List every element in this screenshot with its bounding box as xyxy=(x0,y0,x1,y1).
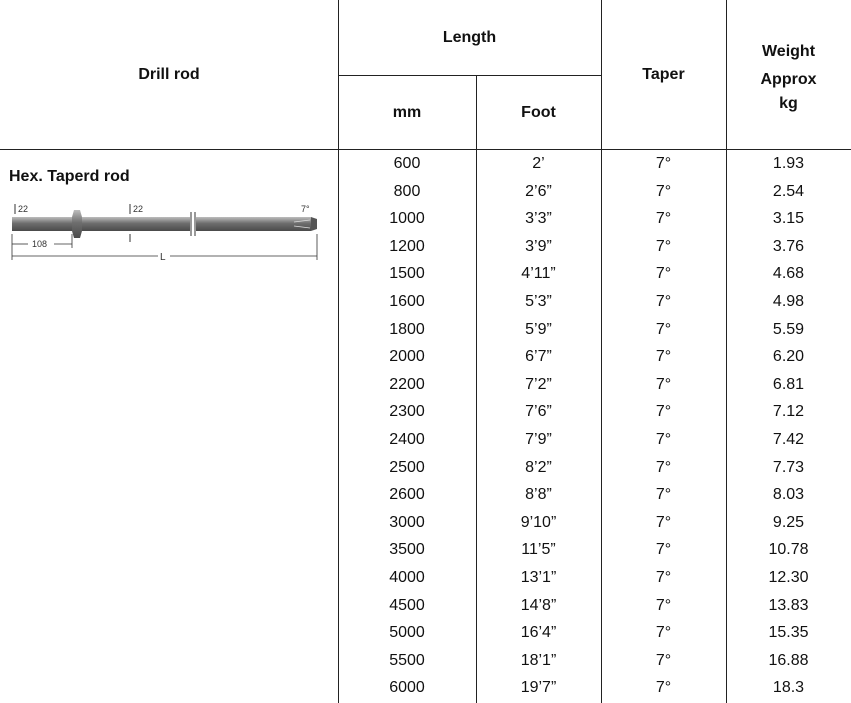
cell-foot: 7’6” xyxy=(525,403,552,421)
cell-weight: 3.15 xyxy=(772,210,805,228)
cell-weight: 7.42 xyxy=(772,431,805,448)
cell-taper: 7° xyxy=(655,265,672,283)
rod-diagram xyxy=(8,198,324,266)
cell-taper: 7° xyxy=(655,596,672,614)
cell-taper: 7° xyxy=(655,569,672,586)
rod-name: Hex. Taperd rod xyxy=(9,168,130,185)
header-foot: Foot xyxy=(521,104,556,121)
cell-mm: 5500 xyxy=(389,651,425,669)
cell-foot: 11’5” xyxy=(521,541,556,559)
cell-mm: 4500 xyxy=(389,596,425,614)
dim-label-d1: 22 xyxy=(18,204,29,214)
cell-mm: 600 xyxy=(393,155,421,172)
cell-foot: 4’11” xyxy=(521,265,556,283)
cell-mm: 1600 xyxy=(389,293,425,310)
header-weight-line3: kg xyxy=(779,95,798,112)
cell-taper: 7° xyxy=(655,486,672,504)
cell-mm: 1800 xyxy=(389,320,425,338)
cell-weight: 16.88 xyxy=(768,651,809,669)
cell-foot: 18’1” xyxy=(520,651,557,669)
cell-weight: 7.12 xyxy=(772,403,805,421)
cell-mm: 4000 xyxy=(389,569,425,586)
cell-foot: 14’8” xyxy=(520,596,557,614)
rod-body xyxy=(82,217,190,231)
cell-taper: 7° xyxy=(655,403,672,421)
cell-taper: 7° xyxy=(655,237,672,255)
cell-weight: 7.73 xyxy=(772,458,805,476)
cell-mm: 2300 xyxy=(389,403,425,421)
cell-mm: 2200 xyxy=(389,375,425,393)
cell-weight: 15.35 xyxy=(768,624,809,642)
header-subdivider xyxy=(338,75,601,76)
cell-taper: 7° xyxy=(655,348,672,366)
cell-taper: 7° xyxy=(655,182,672,200)
dim-label-length: L xyxy=(160,252,166,263)
cell-foot: 6’7” xyxy=(525,348,552,366)
cell-foot: 3’3” xyxy=(525,210,552,228)
cell-taper: 7° xyxy=(655,293,672,310)
cell-weight: 6.81 xyxy=(772,375,805,393)
cell-weight: 3.76 xyxy=(772,237,805,255)
cell-mm: 3500 xyxy=(389,541,425,559)
cell-taper: 7° xyxy=(655,651,672,669)
dim-label-d2: 22 xyxy=(133,204,144,214)
cell-foot: 5’9” xyxy=(525,320,552,338)
cell-weight: 18.3 xyxy=(772,679,805,697)
cell-mm: 2600 xyxy=(389,486,425,504)
cell-weight: 13.83 xyxy=(768,596,809,614)
header-mm: mm xyxy=(392,104,422,121)
cell-foot: 5’3” xyxy=(525,293,552,310)
cell-taper: 7° xyxy=(655,541,672,559)
header-length: Length xyxy=(442,29,497,46)
rod-body xyxy=(196,217,311,231)
cell-taper: 7° xyxy=(655,320,672,338)
cell-weight: 6.20 xyxy=(772,348,805,366)
dim-label-angle: 7° xyxy=(301,204,310,214)
cell-mm: 1200 xyxy=(389,237,425,255)
cell-foot: 2’ xyxy=(532,155,545,172)
cell-taper: 7° xyxy=(655,375,672,393)
cell-taper: 7° xyxy=(655,155,672,172)
rod-shank xyxy=(12,217,72,231)
cell-mm: 2500 xyxy=(389,458,425,476)
cell-mm: 2400 xyxy=(389,431,425,448)
header-weight xyxy=(726,38,851,114)
cell-foot: 7’2” xyxy=(525,375,552,393)
header-weight-line1: Weight xyxy=(761,43,816,60)
cell-foot: 2’6” xyxy=(525,182,552,200)
rod-collar xyxy=(72,210,82,238)
cell-weight: 5.59 xyxy=(772,320,805,338)
cell-mm: 1000 xyxy=(389,210,425,228)
cell-mm: 3000 xyxy=(389,513,425,531)
cell-taper: 7° xyxy=(655,458,672,476)
cell-mm: 800 xyxy=(393,182,421,200)
cell-mm: 2000 xyxy=(389,348,425,366)
header-taper: Taper xyxy=(642,66,685,83)
header-weight-line2: Approx xyxy=(760,71,817,88)
cell-weight: 1.93 xyxy=(772,155,805,172)
dim-label-shank: 108 xyxy=(32,239,48,249)
cell-mm: 5000 xyxy=(389,624,425,642)
cell-taper: 7° xyxy=(655,210,672,228)
cell-weight: 9.25 xyxy=(772,513,805,531)
cell-weight: 12.30 xyxy=(768,569,809,586)
cell-foot: 8’2” xyxy=(525,458,552,476)
cell-taper: 7° xyxy=(655,679,672,697)
cell-weight: 2.54 xyxy=(772,182,805,200)
cell-foot: 19’7” xyxy=(520,679,557,697)
cell-foot: 3’9” xyxy=(525,237,552,255)
cell-foot: 9’10” xyxy=(520,513,557,531)
cell-taper: 7° xyxy=(655,431,672,448)
rod-taper-end xyxy=(311,217,317,231)
cell-foot: 13’1” xyxy=(520,569,557,586)
cell-taper: 7° xyxy=(655,513,672,531)
cell-mm: 1500 xyxy=(389,265,425,283)
cell-weight: 4.98 xyxy=(772,293,805,310)
cell-weight: 10.78 xyxy=(768,541,809,559)
cell-weight: 4.68 xyxy=(772,265,805,283)
header-drill-rod: Drill rod xyxy=(138,66,200,83)
cell-mm: 6000 xyxy=(389,679,425,697)
cell-taper: 7° xyxy=(655,624,672,642)
cell-weight: 8.03 xyxy=(772,486,805,504)
cell-foot: 7’9” xyxy=(525,431,552,448)
cell-foot: 16’4” xyxy=(520,624,557,642)
cell-foot: 8’8” xyxy=(525,486,552,504)
